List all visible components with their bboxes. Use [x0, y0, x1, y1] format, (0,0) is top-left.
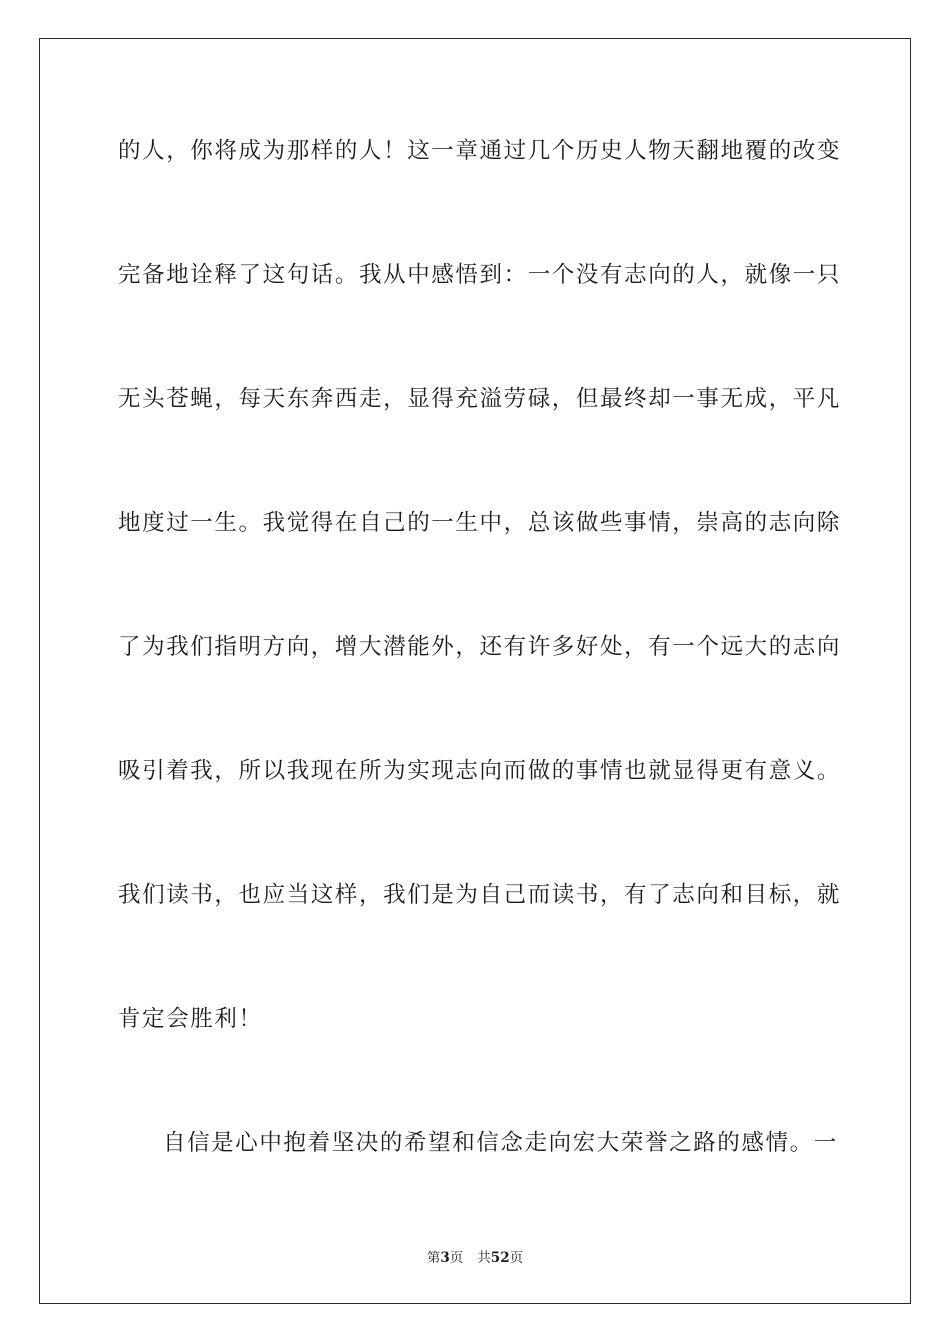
footer-page-prefix: 第 — [426, 1250, 441, 1266]
body-text-line-7: 我们读书，也应当这样，我们是为自己而读书，有了志向和目标，就 — [118, 882, 842, 908]
footer-page-suffix: 页 — [449, 1250, 464, 1266]
body-text-line-8: 肯定会胜利！ — [118, 1006, 263, 1032]
page-border — [39, 38, 911, 1304]
footer-total-prefix: 共 — [477, 1250, 491, 1266]
body-text-line-2: 完备地诠释了这句话。我从中感悟到：一个没有志向的人，就像一只 — [118, 262, 842, 288]
body-text-line-6: 吸引着我，所以我现在所为实现志向而做的事情也就显得更有意义。 — [118, 758, 842, 784]
page-footer — [0, 1249, 950, 1267]
body-text-line-5: 了为我们指明方向，增大潜能外，还有许多好处，有一个远大的志向 — [118, 634, 842, 660]
body-text-line-1: 的人，你将成为那样的人！这一章通过几个历史人物天翻地覆的改变 — [118, 138, 842, 164]
footer-total-suffix: 页 — [509, 1250, 524, 1266]
body-text-line-3: 无头苍蝇，每天东奔西走，显得充溢劳碌，但最终却一事无成，平凡 — [118, 386, 842, 412]
body-text-line-9: 自信是心中抱着坚决的希望和信念走向宏大荣誉之路的感情。一 — [163, 1130, 838, 1156]
body-text-line-4: 地度过一生。我觉得在自己的一生中，总该做些事情，崇高的志向除 — [118, 510, 842, 536]
footer-page-number: 3 — [440, 1250, 450, 1266]
footer-total-number: 52 — [490, 1250, 510, 1266]
